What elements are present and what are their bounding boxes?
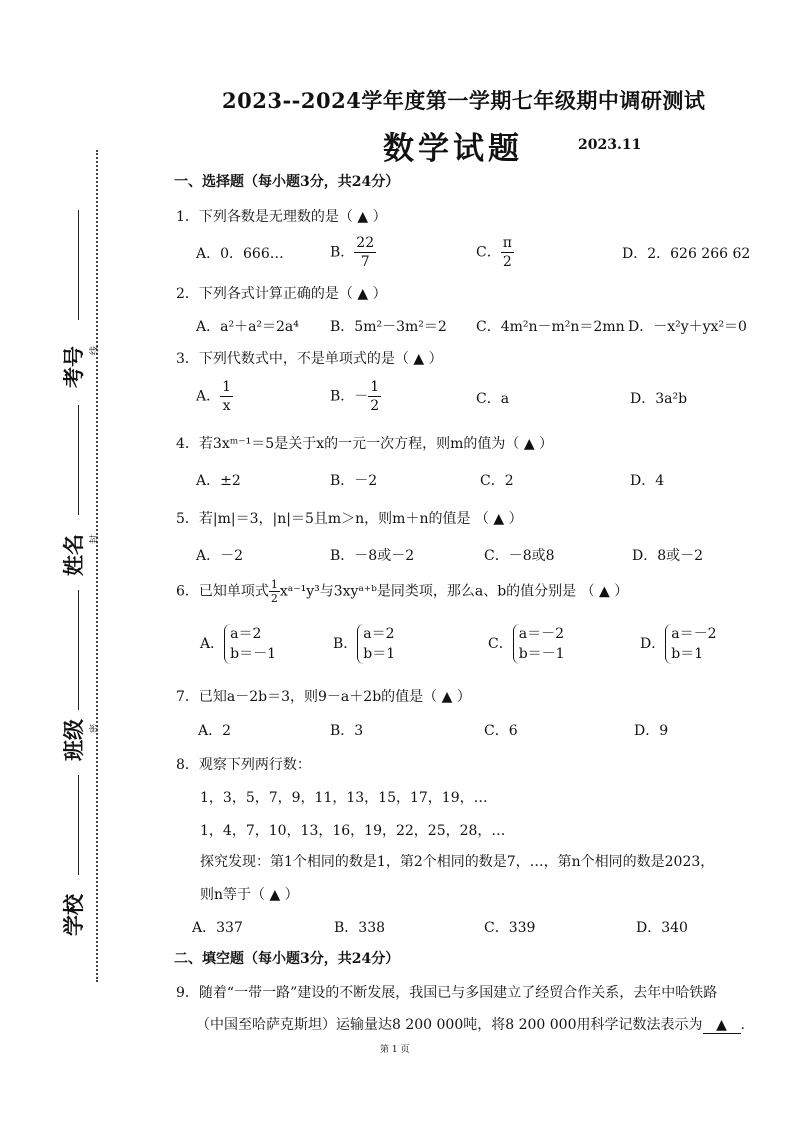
field-label-kaohao: 考号 [62,346,86,388]
field-underline-kaohao [78,210,79,320]
answer-blank[interactable]: ▲ [703,1017,741,1034]
section-heading-choice: 一、选择题（每小题3分，共24分） [174,174,400,190]
field-underline-banji [78,590,79,710]
question-stem: 1．下列各数是无理数的是（ ▲ ） [176,209,387,225]
cut-line [96,150,98,982]
question-stem: 8．观察下列两行数： [176,757,311,773]
option-a: A． $\frac{1}{x}$ [196,379,232,414]
option-c: C．－8或8 [484,548,555,564]
option-b: B．a＝2 b＝1 [333,626,396,662]
section-heading-fill: 二、填空题（每小题3分，共24分） [174,951,400,967]
question-stem: 9．随着“一带一路”建设的不断发展，我国已与多国建立了经贸合作关系，去年中哈铁路 [176,985,718,1001]
option-b: B． $\frac{22}{7}$ [330,235,375,270]
option-a: A．－2 [196,548,244,564]
option-a: A．2 [198,723,232,739]
option-c: C．a [476,391,510,407]
exam-date: 2023.11 [578,137,642,153]
option-c: C．6 [484,723,518,739]
question-stem: 6．已知单项式 $\frac{1}{2}$ xᵃ⁻¹y³与3xyᵃ⁺ᵇ是同类项，那么a、b的值分别是 （ ▲ ） [176,578,629,605]
option-b: B．5m²－3m²＝2 [330,319,447,335]
option-d: D．2．626 266 62 [622,246,751,262]
option-a: A．±2 [196,473,241,489]
option-c: C． $\frac{\pi}{2}$ [476,235,512,270]
option-d: D．a＝－2 b＝1 [640,626,717,662]
question-stem: 5．若|m|＝3，|n|＝5且m＞n，则m＋n的值是 （ ▲ ） [176,511,523,527]
option-d: D．8或－2 [632,548,704,564]
explore-text: 探究发现：第1个相同的数是1，第2个相同的数是7，…，第n个相同的数是2023， [200,854,715,870]
option-c: C．2 [480,473,514,489]
question-stem: 3．下列代数式中，不是单项式的是（ ▲ ） [176,351,443,367]
option-b: B．3 [330,723,364,739]
field-label-banji: 班级 [62,719,86,761]
option-b: B．－ $\frac{1}{2}$ [330,379,380,414]
page-number: 第 1 页 [380,1045,410,1055]
option-d: D．9 [634,723,669,739]
option-d: D．4 [630,473,665,489]
subject-title: 数学试题 [383,131,523,167]
field-label-xingming: 姓名 [62,534,86,576]
option-b: B．－2 [330,473,378,489]
field-label-xuexiao: 学校 [62,894,86,936]
field-underline-xingming [78,405,79,515]
option-a: A．a＝2 b＝－1 [200,626,276,662]
option-c: C．339 [484,920,536,936]
seal-mark-feng: 封 [90,534,101,545]
option-c: C．a＝－2 b＝－1 [488,626,565,662]
option-d: D．－x²y＋yx²＝0 [628,319,747,335]
question-stem: 4．若3xᵐ⁻¹＝5是关于x的一元一次方程，则m的值为（ ▲ ） [176,436,554,452]
option-a: A．0．666… [196,246,284,262]
option-d: D．3a²b [630,391,688,407]
field-underline-xuexiao [78,775,79,875]
question-ask: 则n等于（ ▲ ） [200,887,299,903]
seal-mark-xian: 线 [90,345,101,356]
option-b: B．－8或－2 [330,548,415,564]
exam-title: 2023--2024学年度第一学期七年级期中调研测试 [222,88,706,113]
option-a: A．a²＋a²＝2a⁴ [196,319,299,335]
question-stem: 2．下列各式计算正确的是（ ▲ ） [176,286,387,302]
option-d: D．340 [636,920,688,936]
question-stem: 7．已知a－2b＝3，则9－a＋2b的值是（ ▲ ） [176,689,471,705]
question-continuation: （中国至哈萨克斯坦）运输量达8 200 000吨，将8 200 000用科学记数法表示为 ▲ . [196,1017,745,1033]
seal-mark-mi: 密 [90,723,101,734]
sequence-row-1: 1，3，5，7，9，11，13，15，17，19，… [200,790,488,806]
option-a: A．337 [192,920,243,936]
option-b: B．338 [334,920,386,936]
sequence-row-2: 1，4，7，10，13，16，19，22，25，28，… [200,823,506,839]
option-c: C．4m²n－m²n＝2mn [476,319,625,335]
